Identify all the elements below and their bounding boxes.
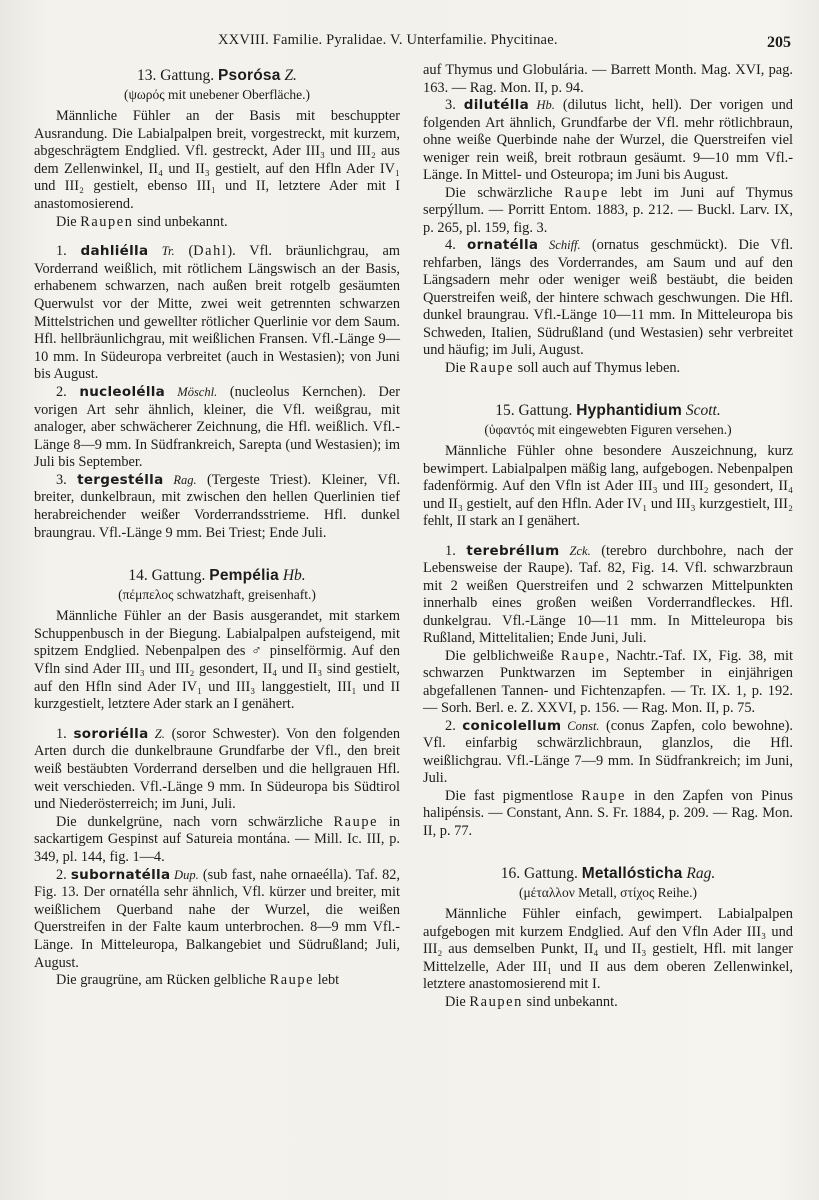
larva-note: Die gelblichweiße Raupe, Nachtr.-Taf. IX, Fig. 38, mit schwarzen Punktwarzen im September in einjährigen abgefallenen Tannen- und Fichtenzapfen. — Tr. IX. 1, p. 192. — Sorh. Berl. e. Z. XXVI, p. 156. — Rag. Mon. II, p. 75. xyxy=(423,647,793,716)
species-name: sororiélla xyxy=(73,725,149,742)
larva-note: Die dunkelgrüne, nach vorn schwärzliche Raupe in sackartigem Gespinst auf Satureia montána. — Mill. Ic. III, p. 349, pl. 144, fig. 1—4. xyxy=(34,813,400,865)
continued-text: auf Thymus und Globulária. — Barrett Month. Mag. XVI, pag. 163. — Rag. Mon. II, p. 94. xyxy=(423,62,793,96)
genus-description: Männliche Fühler an der Basis mit beschuppter Ausrandung. Die Labialpalpen breit, vorgestreckt, mit kurzem, abgeschrägtem Endglied. Vfl. gestreckt, Ader III₃ und III₂ aus dem Zellenwinkel, II₄ und II₃ gestielt, auf den Hfln Ader IV₁ und III₂ gestielt, ebenso III₁ und II, letztere Ader mit I anastomosierend. xyxy=(34,108,400,212)
genus-heading: 16. Gattung. Metallósticha Rag. xyxy=(500,865,716,882)
species-name: subornatélla xyxy=(70,866,171,883)
species-name: tergestélla xyxy=(77,471,164,488)
etymology: (ψωρός mit unebener Oberfläche.) xyxy=(123,87,311,102)
larva-note: Die Raupe soll auch auf Thymus leben. xyxy=(445,359,681,376)
species-name: nucleolélla xyxy=(79,383,166,400)
larva-note: Die fast pigmentlose Raupe in den Zapfen von Pinus halipénsis. — Constant, Ann. S. Fr. 1884, p. 209. — Rag. Mon. II, p. 77. xyxy=(423,787,793,839)
genus-name: Psorósa xyxy=(217,67,281,84)
species-entry: 1. dahliélla Tr. (Dahl). Vfl. bräunlichgrau, am Vorderrand weißlich, mit rötlichem Längswisch an der Basis, erhabenem schwarzen, nach außen breit rotgelb gesäumten Querwulst vor der Mitte, zwei weit getrennten schwarzen Mittelstrichen und gewellter rötlicher Querlinie vor dem Saum. Hfl. hellbräunlichgrau, mit weißlichen Fransen. Vfl.-Länge 9—10 mm. In Südeuropa verbreitet (auch in Westasien); von Juni bis August. xyxy=(34,243,400,383)
genus-description: Männliche Fühler einfach, gewimpert. Labialpalpen aufgebogen mit kurzem Endglied. Auf den Vfln Ader III₃ und III₂ aus demselben Punkt, II₄ und II₃ gestielt, Hfl. mit langer Mittelzelle, Ader III₁ und II aus dem oberen Zellenwinkel, letztere anastomosierend mit I. xyxy=(423,906,793,992)
larva-note: Die graugrüne, am Rücken gelbliche Raupe lebt xyxy=(56,972,340,989)
etymology: (ὑφαντός mit eingewebten Figuren versehen.) xyxy=(484,422,732,437)
species-name: conicolellum xyxy=(462,717,562,734)
page-number: 205 xyxy=(767,34,791,51)
species-entry: 1. terebréllum Zck. (terebro durchbohre, nach der Lebensweise der Raupe). Taf. 82, Fig. 14. Vfl. schwarzbraun mit 2 weißen Querstreifen und 2 schwarzen Mittelpunkten innerhalb eines großen weißen Vorderrandfleckes. Hfl. dunkelgrau. Vfl.-Länge 10—11 mm. In Mitteleuropa bis Rußland, Mittelitalien; Ende Juni, Juli. xyxy=(423,542,793,646)
left-column xyxy=(34,62,400,990)
genus-description: Männliche Fühler an der Basis ausgerandet, mit starkem Schuppenbusch in der Biegung. Labialpalpen aufsteigend, mit spitzem Endglied. Nebenpalpen des ♂ pinselförmig. Auf den Vfln sind Ader III₃ und III₂ gesondert, II₄ und II₃ sind gestielt, auf den Hfln sind Ader IV₁ und III₃ langgestielt, III₁ und II kurzgestielt, letztere Ader stark an I genähert. xyxy=(34,608,400,713)
running-head: XXVIII. Familie. Pyralidae. V. Unterfamilie. Phycitinae. xyxy=(218,32,558,48)
etymology: (πέμπελος schwatzhaft, greisenhaft.) xyxy=(118,587,316,603)
larva-note: Die Raupen sind unbekannt. xyxy=(445,993,618,1010)
species-entry: 4. ornatélla Schiff. (ornatus geschmückt). Die Vfl. rehfarben, längs des Vorderrandes, am Saum und auf den Längsadern mehr oder weniger weiß bestäubt, die beiden Querstreifen weiß, der hintere schwach geschwungen. Die Hfl. dunkel braungrau. Vfl.-Länge 10—11 mm. In Mitteleuropa bis Schweden, Italien, Südrußland (und Westasien) sehr verbreitet und häufig; im Juli, August. xyxy=(423,237,794,358)
species-name: dilutélla xyxy=(463,97,529,113)
species-entry: 1. sororiélla Z. (soror Schwester). Von den folgenden Arten durch die dunkelbraune Grundfarbe der Vfl., den breit weiß bestäubten Vorderrand derselben und die hellgrauen Hfl. weit verschieden. Vfl.-Länge 9 mm. In Südeuropa bis Südtirol und Niederösterreich; im Juni, Juli. xyxy=(34,725,401,813)
species-entry: 2. subornatélla Dup. (sub fast, nahe ornaeélla). Taf. 82, Fig. 13. Der ornatélla sehr ähnlich, Vfl. kürzer und breiter, mit weißlichem Querband nahe der Wurzel, die weißen Querstreifen in der Falte kaum unterbrochen. 8—9 mm Vfl.-Länge. In Mitteleuropa, Balkangebiet und Südrußland; Juli, August. xyxy=(34,866,400,971)
species-name: terebréllum xyxy=(466,542,560,559)
species-name: ornatélla xyxy=(467,237,539,253)
genus-heading: 14. Gattung. Pempélia Hb. xyxy=(128,567,306,585)
genus-name: Metallósticha xyxy=(581,865,683,882)
genus-heading: 13. Gattung. Psorósa Z. xyxy=(137,67,297,84)
larva-note: Die Raupen sind unbekannt. xyxy=(56,213,228,230)
species-entry: 3. dilutélla Hb. (dilutus licht, hell). Der vorigen und folgenden Art ähnlich, Grundfarbe der Vfl. mehr rötlichbraun, ohne weiße Querbinde nahe der Wurzel, die Querstreifen viel weniger rein weiß, breit rotbraun gesäumt. 9—10 mm Vfl.-Länge. In Mittel- und Osteuropa; im Juni bis August. xyxy=(423,97,793,183)
genus-heading: 15. Gattung. Hyphantidium Scott. xyxy=(495,402,721,419)
right-column xyxy=(423,62,793,1011)
genus-name: Pempélia xyxy=(209,567,279,585)
species-entry: 2. nucleolélla Möschl. (nucleolus Kernchen). Der vorigen Art sehr ähnlich, kleiner, die Vfl. weißgrau, mit analoger, aber schwächerer Zeichnung, die Hfl. weißlich. Vfl.-Länge 8—9 mm. In Südfrankreich, Sarepta (und Westasien); im Juli bis September. xyxy=(34,383,400,471)
larva-note: Die schwärzliche Raupe lebt im Juni auf Thymus serpýllum. — Porritt Entom. 1883, p. 212. — Buckl. Larv. IX, p. 265, pl. 159, fig. 3. xyxy=(423,184,793,236)
genus-name: Hyphantidium xyxy=(576,402,682,419)
page-header xyxy=(0,30,819,54)
species-entry: 2. conicolellum Const. (conus Zapfen, colo bewohne). Vfl. einfarbig schwärzlichbraun, glanzlos, die Hfl. weißlichgrau. Vfl.-Länge 7—9 mm. In Südfrankreich; im Juni, Juli. xyxy=(423,717,793,786)
species-entry: 3. tergestélla Rag. (Tergeste Triest). Kleiner, Vfl. breiter, dunkelbraun, mit zwischen den hellen Querlinien tief herabreichender weißer Vorderrandsstrieme. Hfl. dunkel braungrau. Vfl.-Länge 9 mm. Bei Triest; Ende Juli. xyxy=(34,471,401,541)
genus-description: Männliche Fühler ohne besondere Auszeichnung, kurz bewimpert. Labialpalpen mäßig lang, aufgebogen. Nebenpalpen fadenförmig. Auf den Vfln ist Ader III₃ und III₂ gesondert, II₄ und II₃ gestielt, auf den Hfln. Ader IV₁ und III₃ kurzgestielt, III₂ fehlt, II stark an I genähert. xyxy=(423,443,793,529)
species-name: dahliélla xyxy=(80,243,149,260)
etymology: (μέταλλον Metall, στίχος Reihe.) xyxy=(518,885,698,900)
